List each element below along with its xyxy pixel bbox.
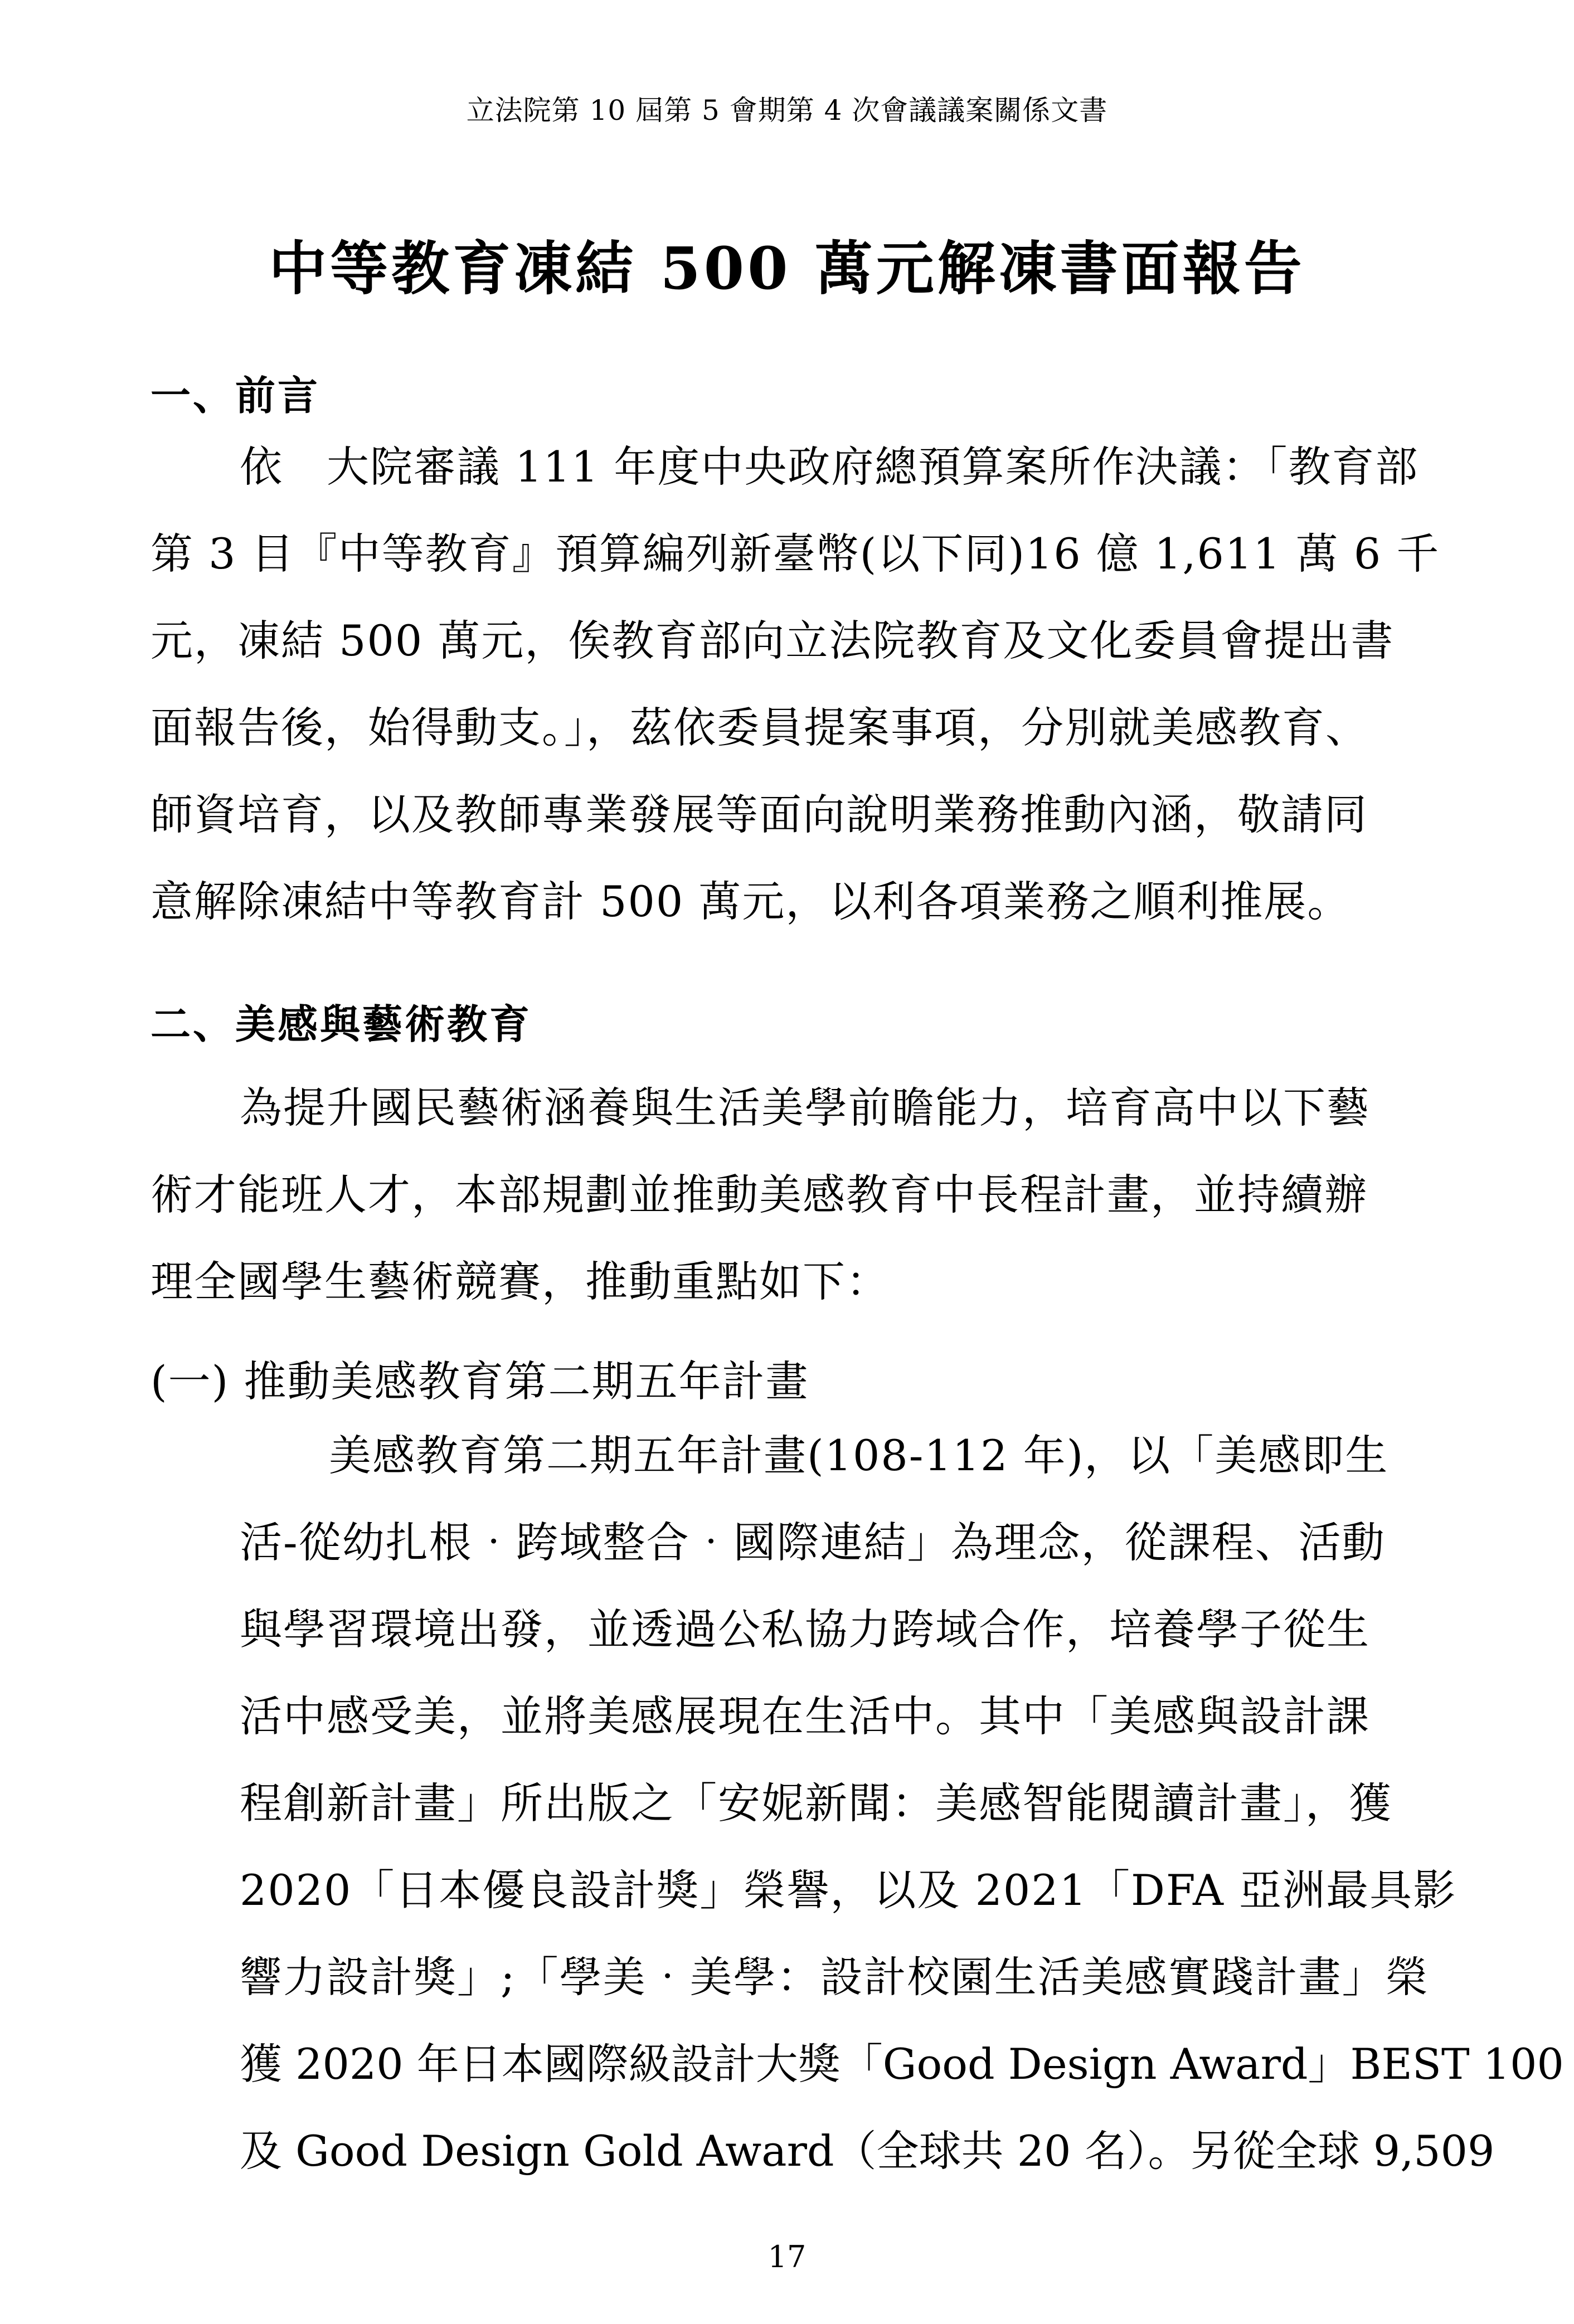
paragraph-line: 及 Good Design Gold Award（全球共 20 名）。另從全球 9,509 xyxy=(240,2126,1495,2176)
paragraph-line: 2020「日本優良設計獎」榮譽，以及 2021「DFA 亞洲最具影 xyxy=(240,1865,1457,1915)
paragraph-line: 意解除凍結中等教育計 500 萬元，以利各項業務之順利推展。 xyxy=(150,877,1351,926)
paragraph-line: 依 大院審議 111 年度中央政府總預算案所作決議：「教育部 xyxy=(240,442,1419,492)
paragraph-line: 第 3 目『中等教育』預算編列新臺幣(以下同)16 億 1,611 萬 6 千 xyxy=(150,529,1440,578)
paragraph-line: 為提升國民藝術涵養與生活美學前瞻能力，培育高中以下藝 xyxy=(240,1083,1370,1132)
running-header: 立法院第 10 屆第 5 會期第 4 次會議議案關係文書 xyxy=(466,94,1108,127)
subsection-heading: (一) 推動美感教育第二期五年計畫 xyxy=(150,1357,809,1406)
paragraph-line: 美感教育第二期五年計畫(108-112 年)，以「美感即生 xyxy=(329,1431,1389,1480)
section-heading-arts-education: 二、美感與藝術教育 xyxy=(150,1000,532,1048)
section-heading-preface: 一、前言 xyxy=(150,372,320,419)
page-number: 17 xyxy=(767,2239,807,2274)
paragraph-line: 與學習環境出發，並透過公私協力跨域合作，培養學子從生 xyxy=(240,1605,1370,1654)
paragraph-line: 程創新計畫」所出版之「安妮新聞：美感智能閱讀計畫」，獲 xyxy=(240,1778,1392,1828)
paragraph-line: 元，凍結 500 萬元，俟教育部向立法院教育及文化委員會提出書 xyxy=(150,616,1395,665)
document-title: 中等教育凍結 500 萬元解凍書面報告 xyxy=(269,234,1305,303)
paragraph-line: 術才能班人才，本部規劃並推動美感教育中長程計畫，並持續辦 xyxy=(150,1170,1368,1219)
paragraph-line: 獲 2020 年日本國際級設計大獎「Good Design Award」BEST 100 xyxy=(240,2039,1564,2089)
paragraph-line: 理全國學生藝術競賽，推動重點如下： xyxy=(150,1257,890,1306)
paragraph-line: 活中感受美，並將美感展現在生活中。其中「美感與設計課 xyxy=(240,1691,1370,1741)
paragraph-line: 師資培育，以及教師專業發展等面向說明業務推動內涵，敬請同 xyxy=(150,790,1368,839)
paragraph-line: 響力設計獎」;「學美‧美學：設計校園生活美感實踐計畫」榮 xyxy=(240,1952,1429,2002)
paragraph-line: 活-從幼扎根‧跨域整合‧國際連結」為理念，從課程、活動 xyxy=(240,1518,1386,1567)
paragraph-line: 面報告後，始得動支。」，茲依委員提案事項，分別就美感教育、 xyxy=(150,703,1369,752)
